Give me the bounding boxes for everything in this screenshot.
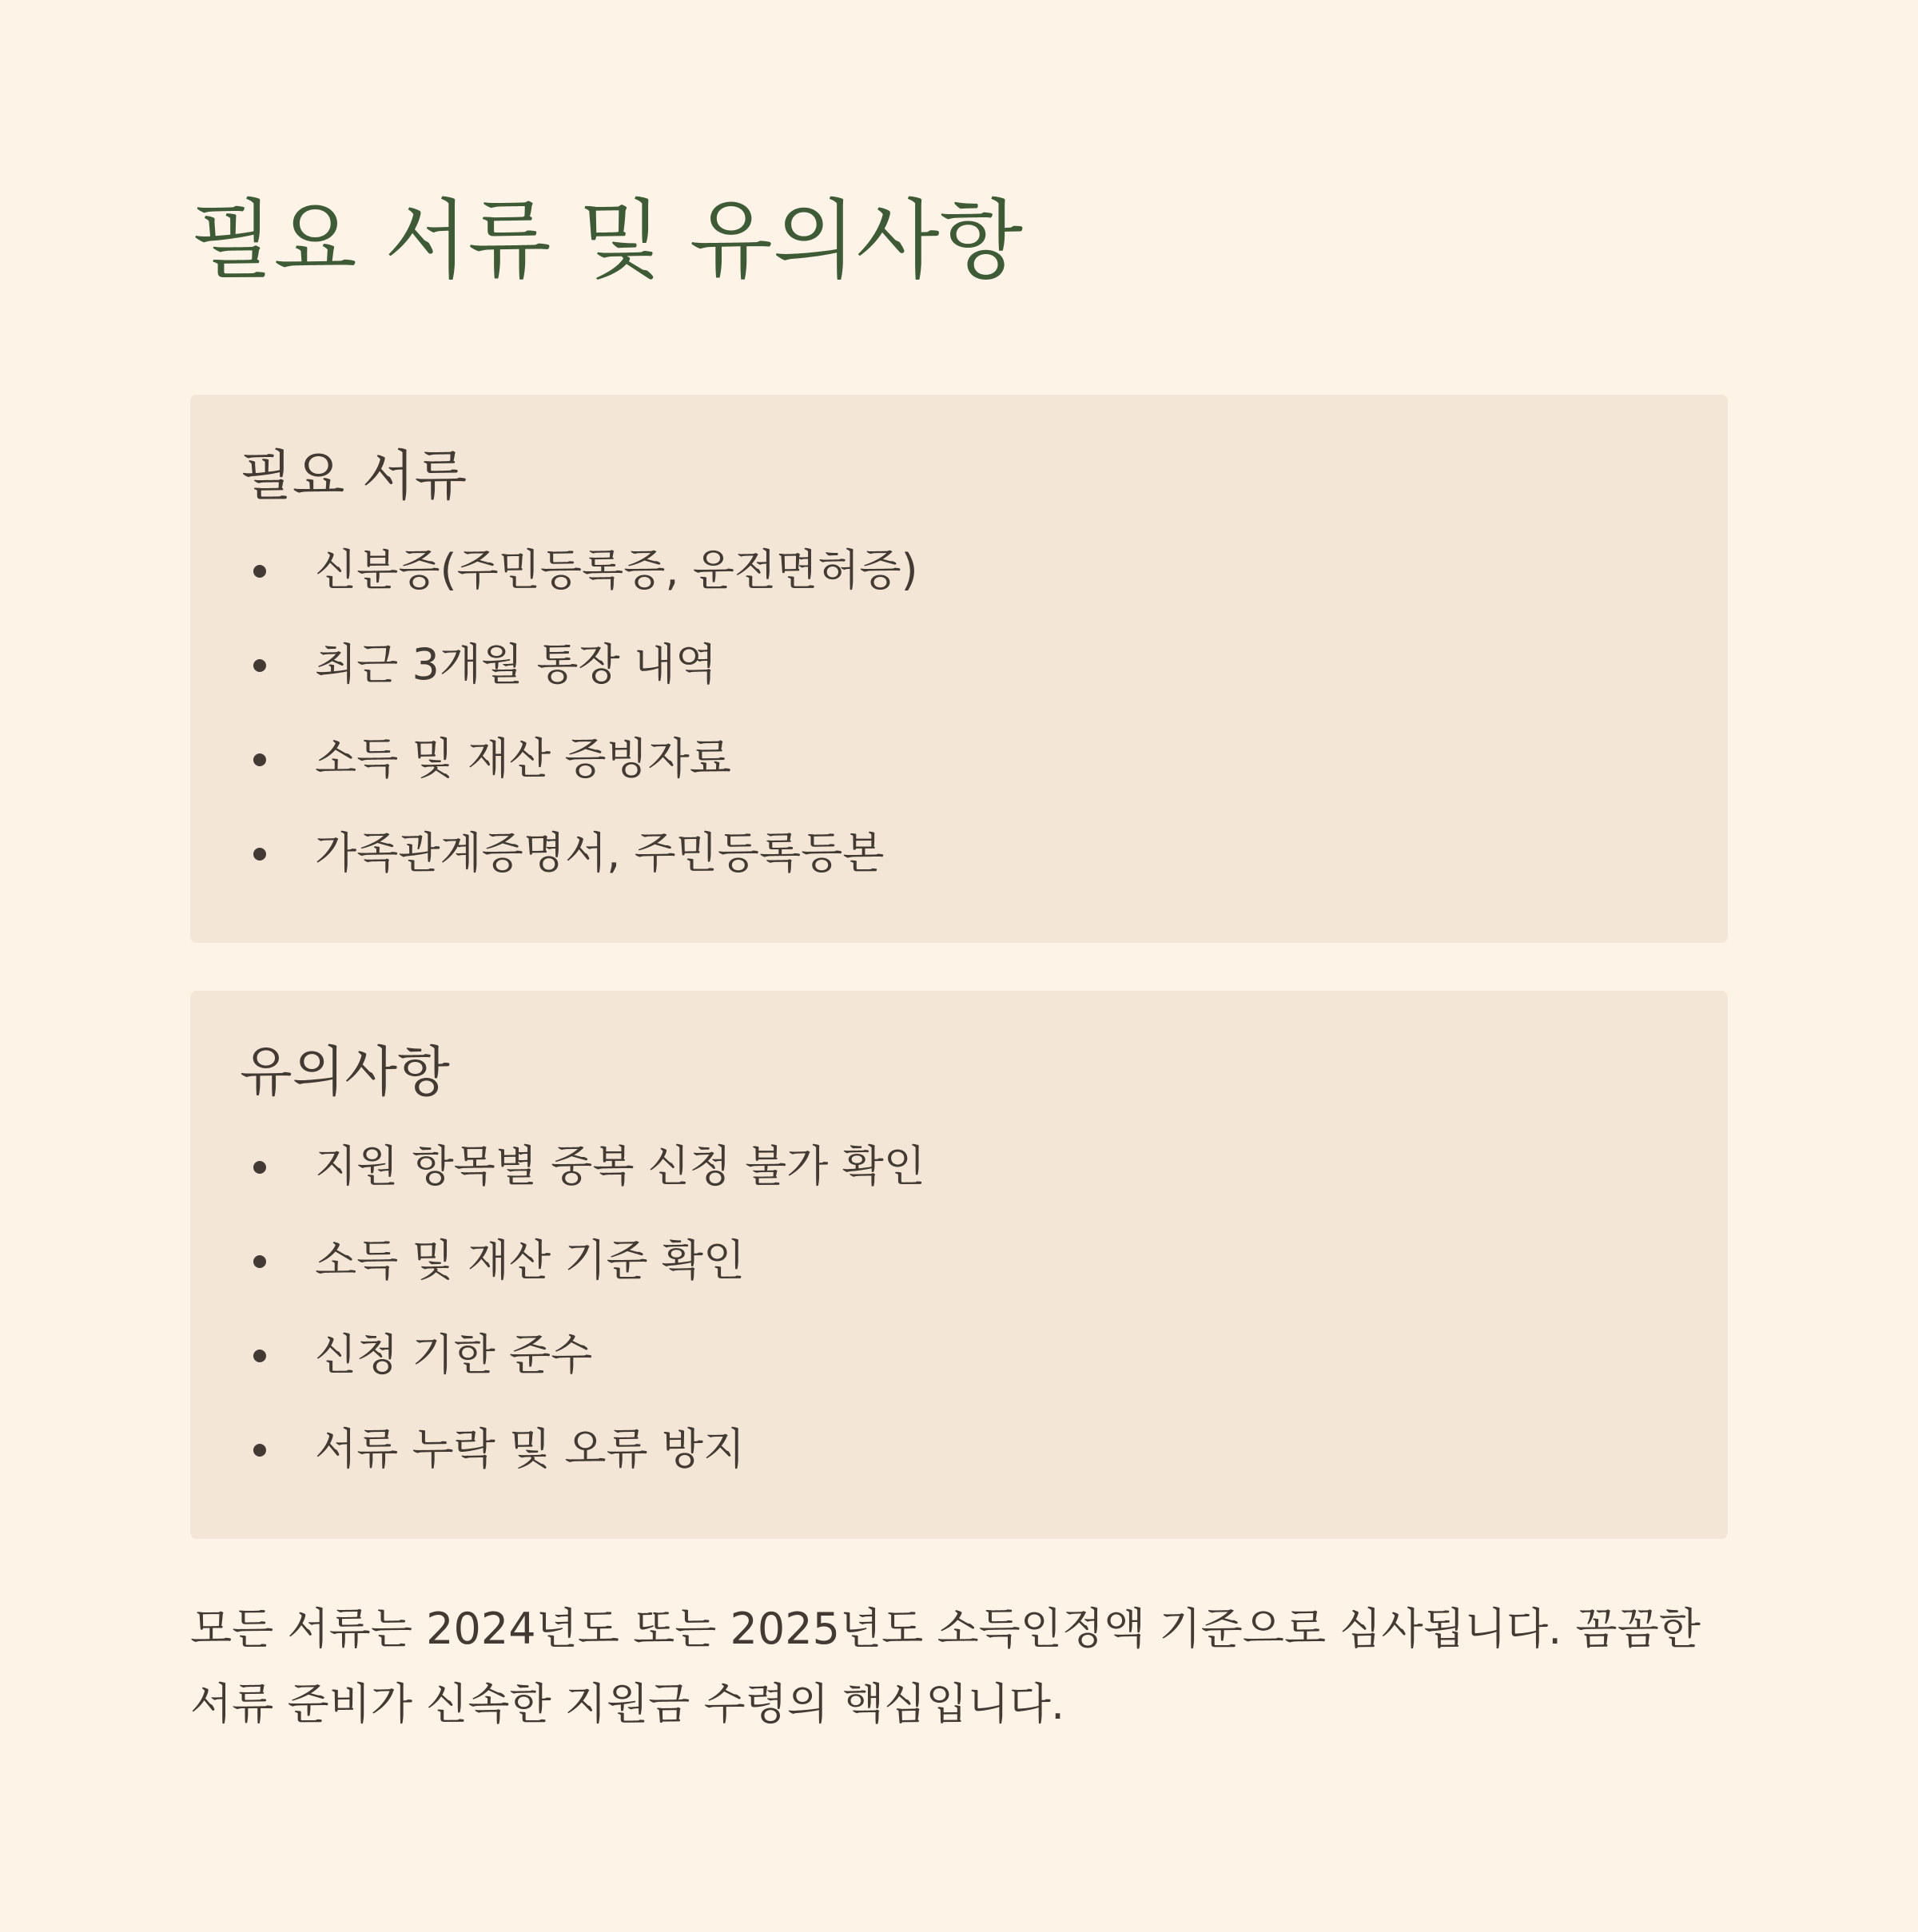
bullet-icon: [253, 565, 266, 578]
footer-note: 모든 서류는 2024년도 또는 2025년도 소득인정액 기준으로 심사됩니다. 꼼꼼한 서류 준비가 신속한 지원금 수령의 핵심입니다.: [190, 1604, 1701, 1729]
list-item-text: 소득 및 재산 기준 확인: [315, 1235, 746, 1286]
precautions-heading: 유의사항: [240, 1041, 450, 1104]
list-item-text: 서류 누락 및 오류 방지: [315, 1424, 746, 1474]
bullet-icon: [253, 1350, 266, 1362]
bullet-icon: [253, 848, 266, 861]
page-title: 필요 서류 및 유의사항: [190, 191, 1023, 291]
precautions-card: [190, 991, 1728, 1539]
bullet-icon: [253, 659, 266, 672]
list-item-text: 가족관계증명서, 주민등록등본: [315, 828, 885, 878]
list-item-text: 소득 및 재산 증빙자료: [315, 733, 731, 784]
bullet-icon: [253, 1255, 266, 1268]
bullet-icon: [253, 753, 266, 766]
list-item-text: 신분증(주민등록증, 운전면허증): [315, 545, 918, 595]
required-documents-heading: 필요 서류: [240, 445, 468, 508]
bullet-icon: [253, 1444, 266, 1457]
list-item-text: 신청 기한 준수: [315, 1330, 593, 1380]
list-item-text: 최근 3개월 통장 내역: [315, 639, 718, 690]
list-item-text: 지원 항목별 중복 신청 불가 확인: [315, 1141, 925, 1191]
required-documents-card: [190, 395, 1728, 943]
bullet-icon: [253, 1161, 266, 1174]
